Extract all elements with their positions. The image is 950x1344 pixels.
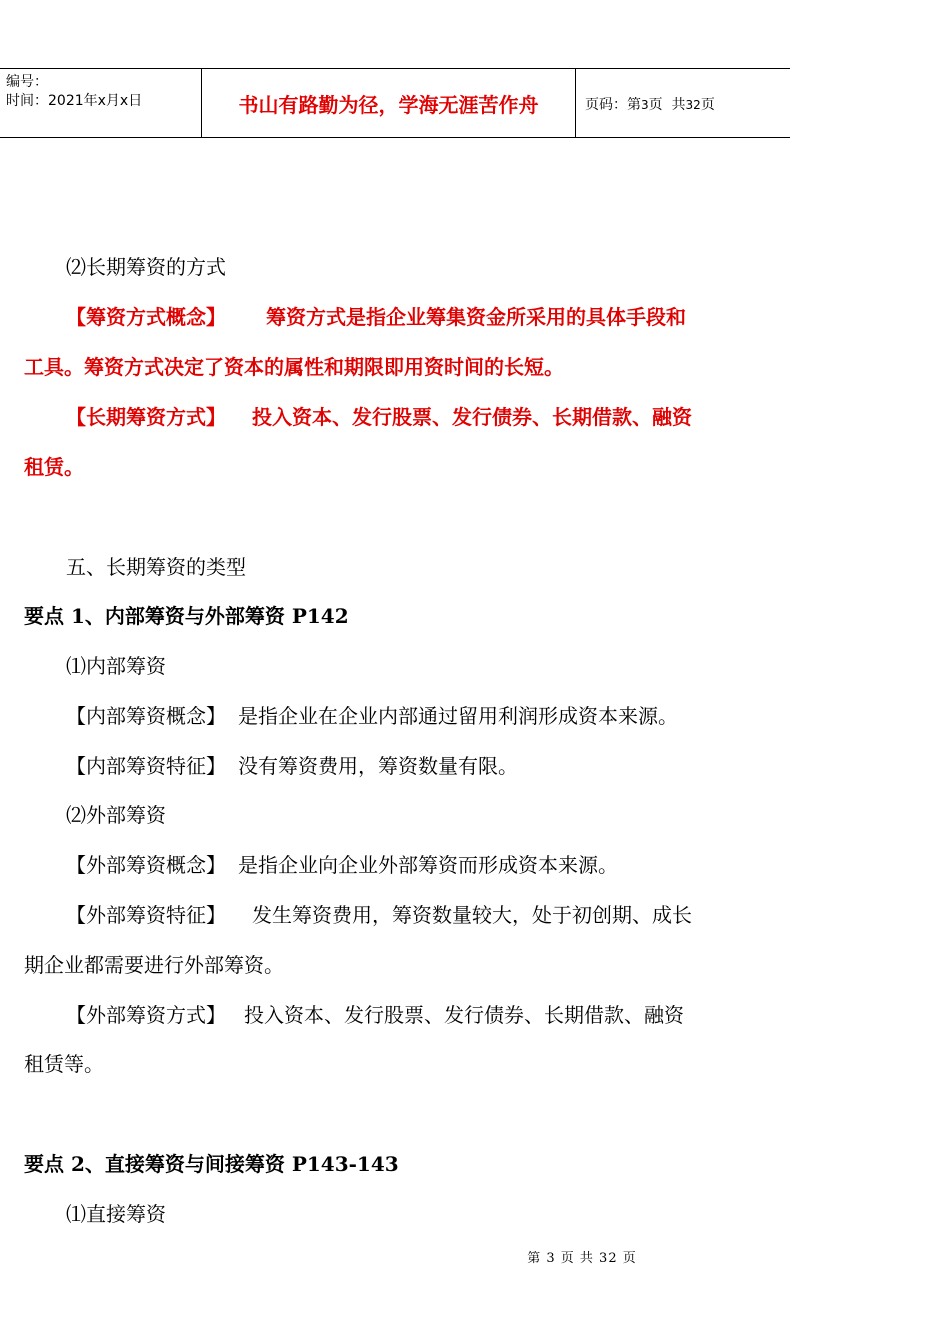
- header-meta: [6, 73, 196, 111]
- page-code-prefix: 页码：第: [585, 97, 641, 113]
- external-concept-tag: 【外部筹资概念】: [66, 853, 226, 877]
- concept-paragraph-cont: 工具。筹资方式决定了资本的属性和期限即用资时间的长短。: [24, 355, 564, 379]
- internal-feature-paragraph: [66, 752, 518, 780]
- internal-feature-tag: 【内部筹资特征】: [66, 754, 226, 778]
- header-motto: 书山有路勤为径，学海无涯苦作舟: [238, 92, 539, 117]
- external-feature-tag: 【外部筹资特征】: [66, 903, 226, 927]
- concept-tag: 【筹资方式概念】: [66, 305, 226, 329]
- page-code-mid: 页 共: [648, 97, 686, 113]
- external-ways-text: 投入资本、发行股票、发行债券、长期借款、融资: [244, 1003, 684, 1027]
- ways-tag: 【长期筹资方式】: [66, 405, 226, 429]
- header-page-code: [585, 94, 715, 114]
- subsection-title: ⑴内部筹资: [66, 654, 166, 678]
- external-ways-paragraph-cont: 租赁等。: [24, 1052, 104, 1076]
- page-footer: 第 3 页 共 32 页: [527, 1251, 637, 1266]
- concept-paragraph: [66, 303, 686, 331]
- point-title: 要点 2、直接筹资与间接筹资 P143-143: [24, 1152, 399, 1176]
- external-ways-paragraph: [66, 1001, 684, 1029]
- external-ways-tag: 【外部筹资方式】: [66, 1003, 226, 1027]
- external-concept-paragraph: [66, 851, 618, 879]
- page-code-current: 3: [641, 98, 649, 112]
- header-divider: [575, 69, 576, 137]
- part-title: 五、长期筹资的类型: [66, 555, 246, 579]
- subsection-title: ⑵外部筹资: [66, 803, 166, 827]
- internal-concept-paragraph: [66, 702, 678, 730]
- external-feature-text: 发生筹资费用，筹资数量较大，处于初创期、成长: [252, 903, 692, 927]
- number-label: 编号：: [6, 74, 48, 90]
- page-code-suffix: 页: [700, 97, 715, 113]
- subsection-title: ⑴直接筹资: [66, 1202, 166, 1226]
- external-feature-paragraph-cont: 期企业都需要进行外部筹资。: [24, 953, 284, 977]
- concept-text: 筹资方式是指企业筹集资金所采用的具体手段和: [266, 305, 686, 329]
- section-title: ⑵长期筹资的方式: [66, 255, 226, 279]
- ways-text: 投入资本、发行股票、发行债券、长期借款、融资: [252, 405, 692, 429]
- page-code-total: 32: [685, 98, 701, 112]
- internal-concept-text: 是指企业在企业内部通过留用利润形成资本来源。: [238, 704, 678, 728]
- page-header: [0, 68, 790, 138]
- external-concept-text: 是指企业向企业外部筹资而形成资本来源。: [238, 853, 618, 877]
- ways-paragraph-cont: 租赁。: [24, 455, 84, 479]
- time-line: 时间：2021年x月x日: [6, 93, 143, 109]
- point-title: 要点 1、内部筹资与外部筹资 P142: [24, 604, 349, 628]
- external-feature-paragraph: [66, 901, 692, 929]
- internal-feature-text: 没有筹资费用，筹资数量有限。: [238, 754, 518, 778]
- internal-concept-tag: 【内部筹资概念】: [66, 704, 226, 728]
- ways-paragraph: [66, 403, 692, 431]
